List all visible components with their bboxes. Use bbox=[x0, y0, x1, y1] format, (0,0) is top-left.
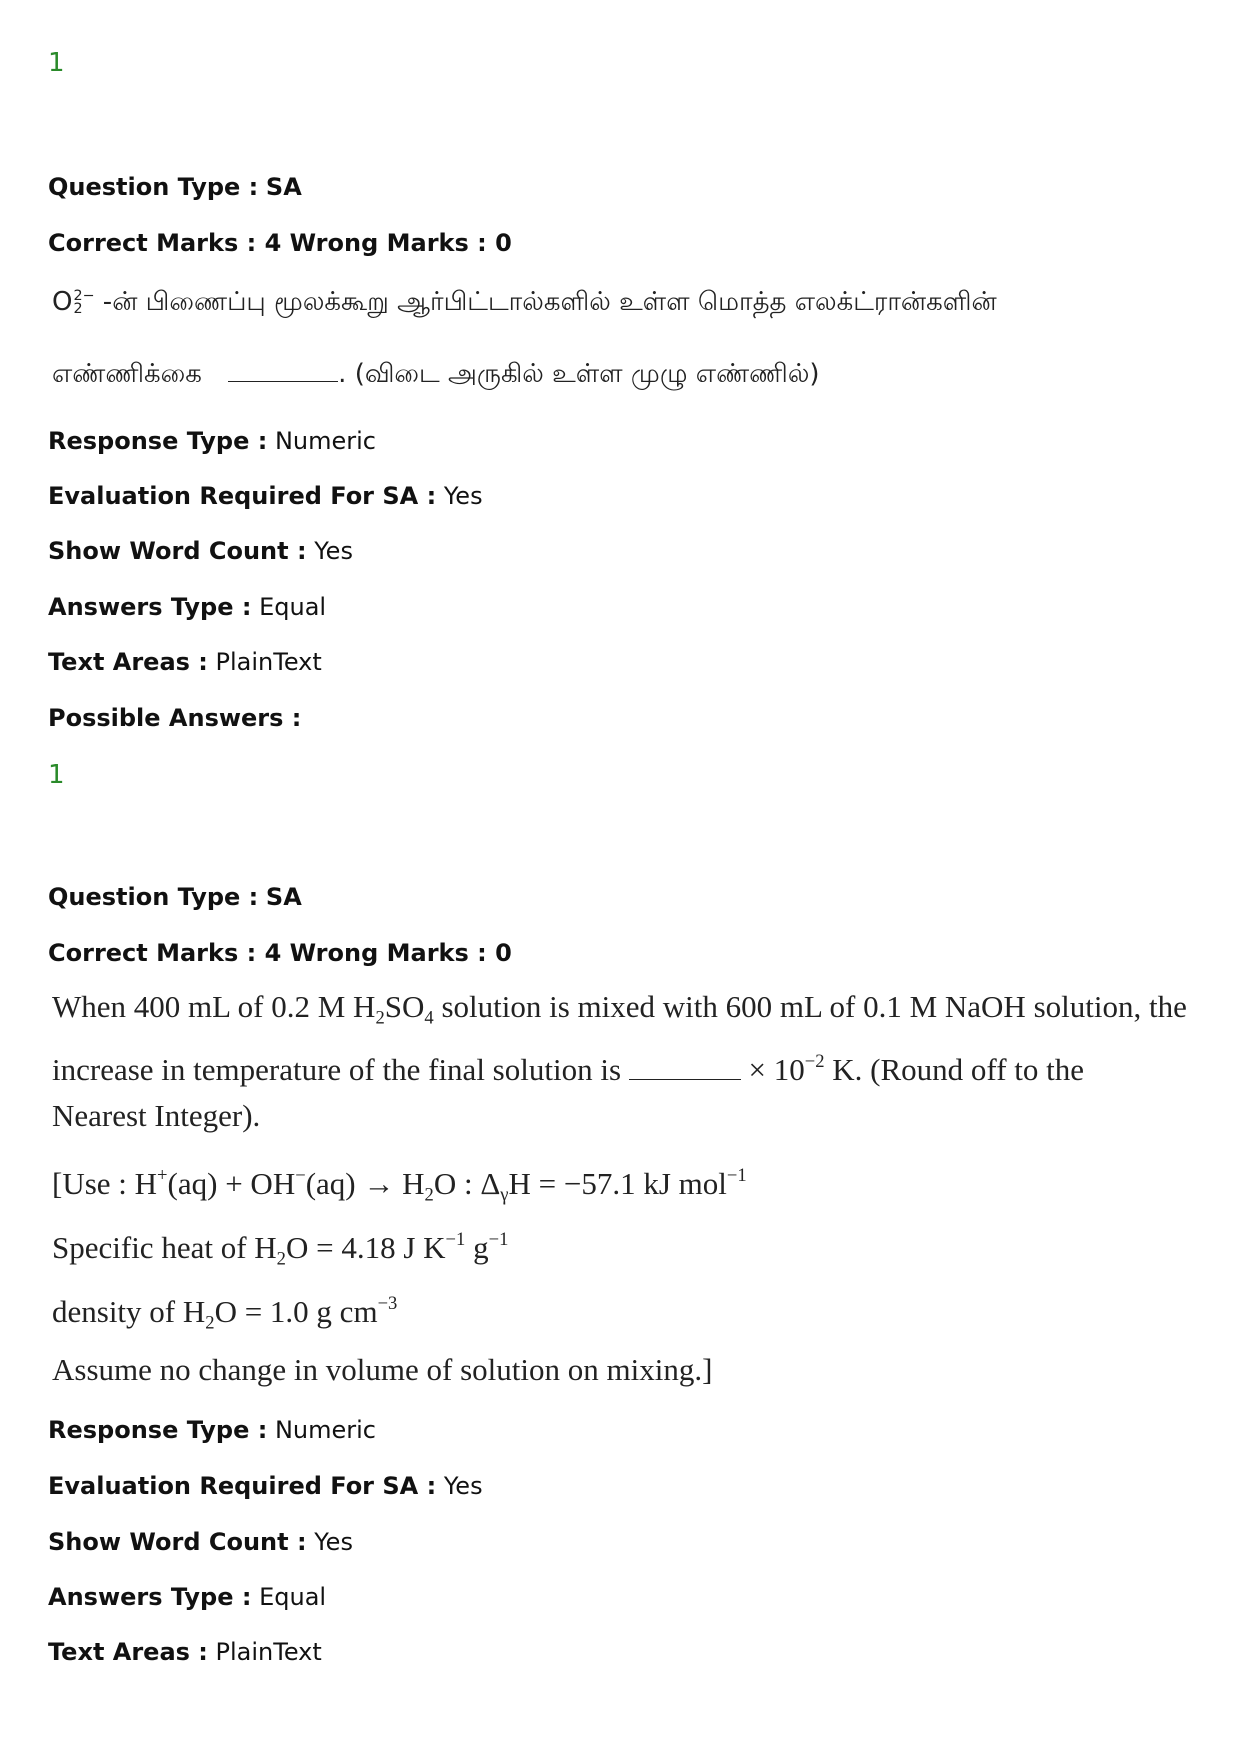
word-count-label: Show Word Count : bbox=[48, 1528, 307, 1556]
ion-charge: 2− bbox=[73, 287, 95, 304]
response-type-row bbox=[48, 426, 376, 456]
superscript: −3 bbox=[377, 1293, 398, 1314]
evaluation-label: Evaluation Required For SA : bbox=[48, 1472, 437, 1500]
response-type-row bbox=[48, 1415, 376, 1445]
response-type-value: Numeric bbox=[274, 1416, 376, 1444]
ion-subscript: 2 bbox=[73, 300, 83, 317]
text-part: [Use : H bbox=[52, 1166, 158, 1202]
marks-row bbox=[48, 938, 512, 968]
question-type-value: SA bbox=[265, 883, 302, 911]
answers-type-value: Equal bbox=[259, 1583, 327, 1611]
subscript: 2 bbox=[424, 1184, 434, 1206]
text-areas-label: Text Areas : bbox=[48, 648, 208, 676]
question-type-value: SA bbox=[265, 173, 302, 201]
text-part: O = 4.18 J K bbox=[285, 1230, 446, 1266]
question-type-row bbox=[48, 882, 302, 912]
question-type-label: Question Type : bbox=[48, 173, 259, 201]
question-text-line-4 bbox=[52, 1156, 747, 1216]
superscript: −2 bbox=[804, 1051, 825, 1072]
question-text-line-1 bbox=[52, 282, 997, 322]
text-part: H = −57.1 kJ mol bbox=[508, 1166, 727, 1202]
question-number: 1 bbox=[48, 48, 65, 78]
question-text-part: . (விடை அருகில் உள்ள முழு எண்ணில்) bbox=[338, 359, 820, 389]
subscript: 4 bbox=[424, 1007, 434, 1029]
text-part: K. (Round off to the bbox=[824, 1052, 1085, 1088]
response-type-label: Response Type : bbox=[48, 427, 268, 455]
subscript: 2 bbox=[205, 1312, 215, 1334]
possible-answer-value: 1 bbox=[48, 760, 65, 790]
text-areas-value: PlainText bbox=[215, 648, 322, 676]
answers-type-label: Answers Type : bbox=[48, 1583, 252, 1611]
text-part: Specific heat of H bbox=[52, 1230, 277, 1266]
evaluation-value: Yes bbox=[443, 1472, 483, 1500]
text-part: SO bbox=[384, 989, 425, 1024]
superscript: − bbox=[295, 1165, 306, 1186]
answer-blank bbox=[629, 1061, 741, 1080]
text-part: (aq) → H bbox=[305, 1166, 425, 1202]
text-areas-row bbox=[48, 647, 322, 677]
answers-type-row bbox=[48, 1582, 326, 1612]
question-text-line-6 bbox=[52, 1284, 397, 1344]
word-count-label: Show Word Count : bbox=[48, 537, 307, 565]
text-part: density of H bbox=[52, 1294, 206, 1330]
evaluation-row bbox=[48, 481, 483, 511]
superscript: −1 bbox=[445, 1229, 466, 1250]
question-type-row bbox=[48, 172, 302, 202]
text-part: (aq) + OH bbox=[167, 1166, 296, 1202]
text-part: O = 1.0 g cm bbox=[214, 1294, 378, 1330]
question-text-rest: -ன் பிணைப்பு மூலக்கூறு ஆர்பிட்டால்களில் உள்ள மொத்த எலக்ட்ரான்களின் bbox=[94, 287, 997, 317]
word-count-row bbox=[48, 536, 353, 566]
text-part: × 10 bbox=[740, 1052, 805, 1088]
answer-blank bbox=[228, 363, 338, 382]
word-count-value: Yes bbox=[314, 537, 353, 565]
text-part: increase in temperature of the final solution is bbox=[52, 1052, 622, 1088]
text-areas-label: Text Areas : bbox=[48, 1638, 208, 1666]
question-text-line-2 bbox=[52, 354, 820, 394]
word-count-value: Yes bbox=[314, 1528, 353, 1556]
question-text-line-5 bbox=[52, 1220, 508, 1280]
ion-charge-stack bbox=[73, 287, 95, 317]
marks-text: Correct Marks : 4 Wrong Marks : 0 bbox=[48, 229, 512, 257]
answers-type-value: Equal bbox=[259, 593, 327, 621]
evaluation-row bbox=[48, 1471, 483, 1501]
text-part: g bbox=[465, 1230, 489, 1266]
ion-symbol: O bbox=[52, 287, 73, 317]
text-areas-value: PlainText bbox=[215, 1638, 322, 1666]
question-text-line-3: Nearest Integer). bbox=[52, 1098, 261, 1133]
subscript: 2 bbox=[375, 1007, 385, 1029]
word-count-row bbox=[48, 1527, 353, 1557]
marks-row bbox=[48, 228, 512, 258]
text-areas-row bbox=[48, 1637, 322, 1667]
question-text-line-7: Assume no change in volume of solution on mixing.] bbox=[52, 1352, 713, 1387]
answers-type-row bbox=[48, 592, 326, 622]
question-type-label: Question Type : bbox=[48, 883, 259, 911]
subscript: 2 bbox=[276, 1248, 286, 1270]
superscript: −1 bbox=[488, 1229, 509, 1250]
superscript: −1 bbox=[726, 1165, 747, 1186]
possible-answers-row bbox=[48, 703, 301, 733]
possible-answers-label: Possible Answers : bbox=[48, 704, 302, 732]
marks-text: Correct Marks : 4 Wrong Marks : 0 bbox=[48, 939, 512, 967]
evaluation-value: Yes bbox=[443, 482, 483, 510]
response-type-value: Numeric bbox=[274, 427, 376, 455]
superscript: + bbox=[157, 1165, 168, 1186]
question-text-part: எண்ணிக்கை bbox=[52, 359, 202, 389]
text-part: O : Δ bbox=[433, 1166, 501, 1202]
question-text-line-1 bbox=[52, 987, 1187, 1039]
question-text-line-2 bbox=[52, 1042, 1084, 1090]
response-type-label: Response Type : bbox=[48, 1416, 268, 1444]
text-part: solution is mixed with 600 mL of 0.1 M NaOH solution, the bbox=[433, 989, 1187, 1024]
text-part: When 400 mL of 0.2 M H bbox=[52, 989, 376, 1024]
subscript: γ bbox=[500, 1184, 509, 1206]
evaluation-label: Evaluation Required For SA : bbox=[48, 482, 437, 510]
answers-type-label: Answers Type : bbox=[48, 593, 252, 621]
